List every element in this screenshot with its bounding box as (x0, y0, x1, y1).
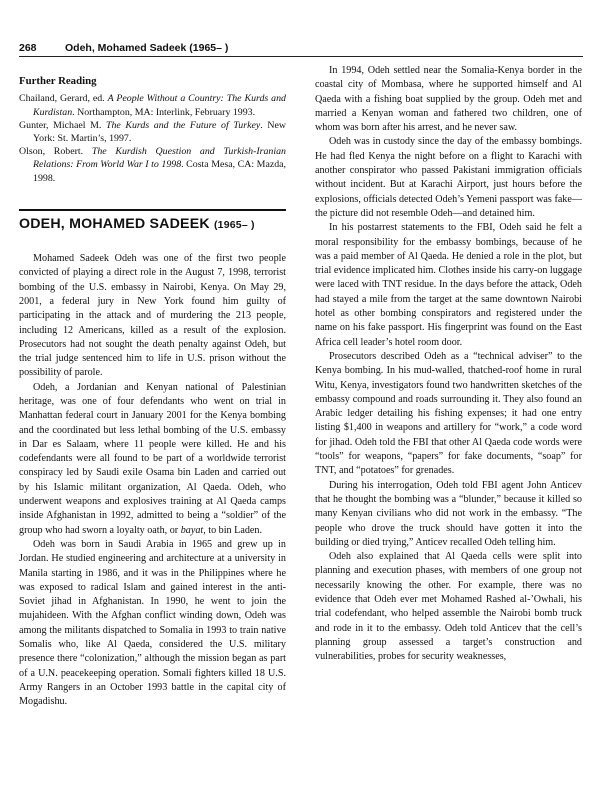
body-paragraph: During his interrogation, Odeh told FBI agent John Anticev that he thought the bombing was a “blunder,” because it killed so many Kenyan civilians who did not work in the embassy. “The people who drove the truck should have gotten it into the building or died trying,” Anticev recalled Odeh telling him. (315, 479, 582, 548)
body-paragraph: In 1994, Odeh settled near the Somalia-Kenya border in the coastal city of Mombasa, where he supported himself and Al Qaeda with a fishing boat supplied by the group. Odeh met and married a Kenyan woman and fathered two children, one of whom was born after his arrest, and he never saw. (315, 65, 582, 134)
body-paragraph: Odeh, a Jordanian and Kenyan national of Palestinian heritage, was one of four defendants who went on trial in Manhattan federal court in January 2001 for the Kenya bombing and the coordinated but less lethal bombing of the U.S. embassy in Dar es Salaam, where 11 people were killed. He and his codefendants were all found to be part of a worldwide terrorist conspiracy led by Saudi exile Osama bin Laden and carried out by his Islamic militant organization, Al Qaeda. Odeh, who underwent weapons and explosives training at Al Qaeda camps inside Afghanistan in 1992, admitted to being a “soldier” of the group who had sworn a loyalty oath, or bayat, to bin Laden. (19, 381, 286, 536)
running-title: Odeh, Mohamed Sadeek (1965– ) (65, 42, 229, 54)
entry-spacer (19, 232, 286, 252)
body-paragraph: Odeh also explained that Al Qaeda cells were split into planning and execution phases, with members of one group not necessarily knowing the other. For example, there was no evidence that Odeh ever met Mohamed Rashed al-’Owhali, his trial codefendant, who helped assemble the Nairobi bomb truck and rode in it to the embassy. Odeh told Anticev that the cell’s planning group assessed a target’s construction and vulnerabilities, probes for security weaknesses, (315, 551, 582, 663)
body-paragraph: Prosecutors described Odeh as a “technical adviser” to the Kenya bombing. In his mud-walled, thatched-roof home in rural Witu, Kenya, investigators found two handwritten sketches of the embassy compound and roads surrounding it. They also found an Arabic ledger detailing his fishing expenses; it had one entry listing $1,400 in weapons and artillery for “work,” a code word for jihad. Odeh told the FBI that other Al Qaeda code words were “tools” for weapons, “papers” for fake documents, “soap” for TNT, and “potatoes” for grenades. (315, 350, 582, 477)
entry-dates: (1965– ) (213, 218, 255, 231)
reference-item: Chailand, Gerard, ed. A People Without a Country: The Kurds and Kurdistan. Northampton, MA: Interlink, February 1993. (19, 93, 286, 118)
entry-title (19, 209, 286, 232)
reference-item: Olson, Robert. The Kurdish Question and Turkish-Iranian Relations: From World War I to 1998. Costa Mesa, CA: Mazda, 1998. (19, 146, 287, 184)
right-column (315, 64, 582, 664)
entry-name: ODEH, MOHAMED SADEEK (19, 215, 210, 232)
body-paragraph: Mohamed Sadeek Odeh was one of the first two people convicted of playing a direct role in the August 7, 1998, terrorist bombing of the U.S. embassy in Nairobi, Kenya. On May 29, 2001, a federal jury in New York found him guilty of participating in the attack and of murdering the 213 people, including 12 Americans, killed as a result of the explosion. Prosecutors had not sought the death penalty against Odeh, but the trial judge sentenced him to life in U.S. prison without the possibility of parole. (19, 253, 286, 379)
body-paragraph: Odeh was in custody since the day of the embassy bombings. He had fled Kenya the night before on a flight to Karachi with another conspirator who passed Pakistani immigration officials without incident. But at Karachi Airport, just hours before the explosions, officials detected Odeh’s Yemeni passport was fake—the picture did not resemble Odeh—and detained him. (315, 136, 582, 219)
body-paragraph: Odeh was born in Saudi Arabia in 1965 and grew up in Jordan. He studied engineering and architecture at a university in Manila starting in 1986, and it was in the Philippines where he was exposed to radical Islam and gained interest in the anti-Soviet jihad in Afghanistan. In 1990, he went to join the mujahideen. With the Afghan conflict winding down, Odeh was among the militants dispatched to Somalia in 1993 to train native Somalis who, like Al Qaeda, considered the U.S. military presence there “colonization,” although the mission began as part of a U.N. peacekeeping operation. Somali fighters killed 18 U.S. Army Rangers in an October 1993 battle in the capital city of Mogadishu. (19, 538, 286, 708)
further-reading-heading: Further Reading (19, 75, 97, 87)
reference-item: Gunter, Michael M. The Kurds and the Future of Turkey. New York: St. Martin’s, 1997. (19, 119, 286, 144)
left-column (19, 64, 286, 710)
body-paragraph: In his postarrest statements to the FBI, Odeh said he felt a moral responsibility for the embassy bombings, because of he was a paid member of Al Qaeda. He denied a role in the plot, but trial evidence implicated him. Clothes inside his carry-on luggage were laced with TNT residue. In the days before the attack, Odeh had stayed a mile from the target at the same downtown Nairobi hotel as other bombing conspirators and registered under the name on his fake passport. His fingerprint was found on the East Africa cell leader’s hotel room door. (315, 222, 582, 348)
header-rule (19, 56, 583, 57)
running-header (19, 40, 584, 56)
page-number: 268 (19, 42, 37, 54)
